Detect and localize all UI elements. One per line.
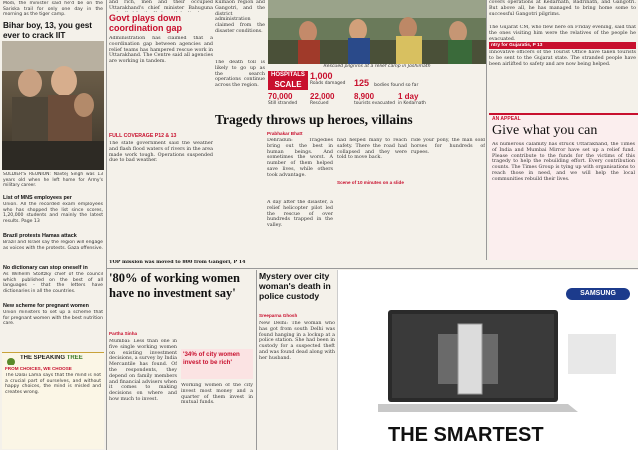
mystery-body: New Delhi: The woman who has got from south Delhi was found hanging in a lockup at a police station. She had been in custody for a suspected theft and was found dead along with her husband. [259, 321, 335, 361]
govt-body: Administration has claimed that a coordination gap between agencies and relief teams has hampered rescue work in Uttarakhand. The Centre said all agencies are working in tandem. [109, 36, 213, 65]
stat-3 [310, 92, 352, 111]
ad-tagline: THE SMARTEST [388, 424, 544, 446]
tragedy-body2: A day after the disaster, a relief helicopter pilot led the rescue of over hundreds trapped in the valley. [267, 200, 333, 229]
item4-body: Union ministers to set up a scheme that for pregnant women with the best nutrition care. [3, 310, 103, 327]
left-column [0, 0, 106, 450]
relief-camp-photo [268, 0, 486, 64]
center-left-column [109, 0, 214, 258]
appeal-box [489, 113, 638, 260]
item1-body: Union. All the recorded exam employees who has shopped the list since scores, 1,20,000 students and mainly the latest results. Page 13 [3, 202, 103, 224]
scale-label: SCALE [268, 79, 308, 90]
stat-2 [268, 92, 308, 111]
speaking-tree-label [20, 355, 100, 361]
stat-0 [310, 71, 352, 90]
stat-label: in Kedarnath [398, 101, 426, 106]
investment-pullquote-box [181, 349, 253, 379]
stat-number: 125 [354, 78, 370, 88]
center-col2-more: The death toll is likely to go up as the search operations continue across the region. [215, 60, 265, 89]
mystery-article [259, 271, 335, 450]
tragedy-body4: ride your pony, the man sold horses for hundreds of rupees. [411, 138, 485, 155]
stat-1 [354, 71, 484, 90]
stat-label: Roads damaged [310, 81, 346, 86]
teaser-headline[interactable]: Bihar boy, 13, you gest ever to crack IIT [3, 21, 93, 40]
photo-caption: SOLDIER'S REUNION: Navtej Singh was 13 years old when he left home for Army's military career. [3, 172, 103, 189]
govt-body2: The state government said the weather and flash flood waters of rivers in the area made work tough. Operations suspended due to bad weather. [109, 141, 213, 164]
item4-headline[interactable]: New scheme for pregnant women [3, 303, 89, 309]
soldier-photo [2, 41, 104, 170]
appeal-label: AN APPEAL [492, 116, 521, 122]
samsung-ad[interactable] [337, 270, 638, 450]
stat-label: bodies found so far [374, 83, 419, 88]
left-top-blurb: Modi, the minister said he'd be on the Sariska trail for only one day in the morning as the tiger camp. [3, 1, 103, 18]
item1-headline[interactable]: List of MNS employees per [3, 195, 72, 201]
hospitals-label: HOSPITALS [268, 71, 308, 79]
speaking-tree: TREE [66, 355, 83, 361]
stat-number: 70,000 [268, 92, 293, 101]
mystery-headline[interactable]: Mystery over city woman's death in police custody [259, 271, 331, 301]
stat-number: 22,000 [310, 92, 335, 101]
speaking-tree-box [2, 352, 104, 449]
right-body3: Innovative officers of the Tourist Office have taken tourists to be sent to the Gujarat state. The stranded people have been airlifted to safety and are now being helped. [489, 50, 636, 67]
gujaratis-label[interactable]: ntry for Gujaratis, P 13 [489, 42, 636, 49]
stat-number: 1,000 [310, 71, 333, 81]
mystery-byline: Sreeparna Ghosh [259, 313, 298, 318]
tragedy-byline: Prabhakar Bhatt [267, 131, 303, 136]
right-body2: The Gujarat CM, who flew here on Friday evening, said that the ones visiting him were the relatives of the people he evacuated. [489, 25, 636, 41]
investment-headline[interactable]: '80% of working women have no investment say' [109, 271, 240, 300]
tragedy-headline[interactable]: Tragedy throws up heroes, villains [215, 112, 413, 127]
item3-body: As Wilhelm Stoltzky chief of the council which published on the best of all languages - that the letters have dictionaries in all the countries. [3, 272, 103, 294]
right-column [489, 0, 638, 260]
item2-body: Brazil and Israel say the region will engage as voices with the protests. Gaza offensive. [3, 240, 103, 251]
investment-article [109, 271, 255, 450]
center-col1-top-body: and rich, men and their occupied Uttarakhand's chief minister Bahuguna [109, 0, 213, 11]
stats-box [268, 71, 486, 111]
tragedy-article [215, 112, 486, 258]
investment-body1: Mumbai: Less than one in five single working women on existing investment decisions, a survey by India Mercantile has found. Of the respondents, they depend on family members and financial advisers when it comes to making decisions on where and how much to invest. [109, 339, 177, 402]
investment-byline: Partha Sinha [109, 331, 138, 336]
tragedy-quote-label: Scene of 10 minutes on a slide [337, 180, 404, 185]
full-coverage-label[interactable]: FULL COVERAGE P12 & 13 [109, 133, 177, 139]
laptop-image [378, 304, 618, 414]
top-photo-caption: Rescued pilgrims at a relief camp in Joshimath [323, 64, 431, 69]
speaking-tag: FROM CHOICES, WE CHOOSE [5, 366, 72, 371]
appeal-body: As numerous calamity has struck Uttarakhand, the Times of India and Mumbai Mirror have set up a relief fund. Please contribute to the funds for the victims of this tragedy to help the rebuilding effort. Every contribution counts. The Times Group is tying up with organisations to reach those in need, and we will help the local communities rebuild their lives. [492, 142, 635, 182]
tragedy-body3: had helped many to reach safety. There the road had collapsed and they were told to move back. [337, 138, 407, 161]
stat-label: Rescued [310, 101, 329, 106]
right-body1: covers operations at Kedarnath, Badrinath, and Gangotri. But above all, he has managed to bring home some to successful Gangotri pilgrims. [489, 0, 636, 17]
investment-pullquote: '34% of city women invest to be rich' [183, 351, 240, 366]
investment-body2: Working women of the city invest most money and a quarter of them invest in mutual funds. [181, 383, 253, 406]
stat-number: 1 day [398, 92, 419, 101]
stat-label: tourists evacuated [354, 101, 395, 106]
stat-4 [354, 92, 396, 111]
tree-icon [5, 354, 17, 365]
speaking-body: The Dalai Lama says that the mind is not a crucial part of ourselves, and without happy choices, the mind is misled and creates wrong. [5, 373, 101, 395]
item3-headline[interactable]: No dictionary can stop oneself in [3, 265, 88, 271]
stat-label: Still stranded [268, 101, 298, 106]
speaking-label: THE SPEAKING [20, 355, 66, 361]
govt-headline[interactable]: Govt plays down coordination gap [109, 13, 182, 33]
tragedy-body1: Dehradun: Tragedies bring out the best in human beings. And sometimes the worst. A number of them helped save lives, while others took advantage. [267, 138, 333, 178]
item2-headline[interactable]: Brazil protests Hamas attack [3, 233, 77, 239]
appeal-headline[interactable]: Give what you can [492, 123, 598, 138]
stat-5 [398, 92, 484, 111]
stat-number: 8,900 [354, 92, 375, 101]
samsung-logo[interactable]: SAMSUNG [566, 288, 630, 300]
center-footer[interactable]: TOP mission was moved to 800 from Gangori, P 14 [109, 260, 246, 265]
center-col2-body: Kumaon region and Gangotri, and the district administration claimed from the disaster conditions. [215, 0, 265, 34]
